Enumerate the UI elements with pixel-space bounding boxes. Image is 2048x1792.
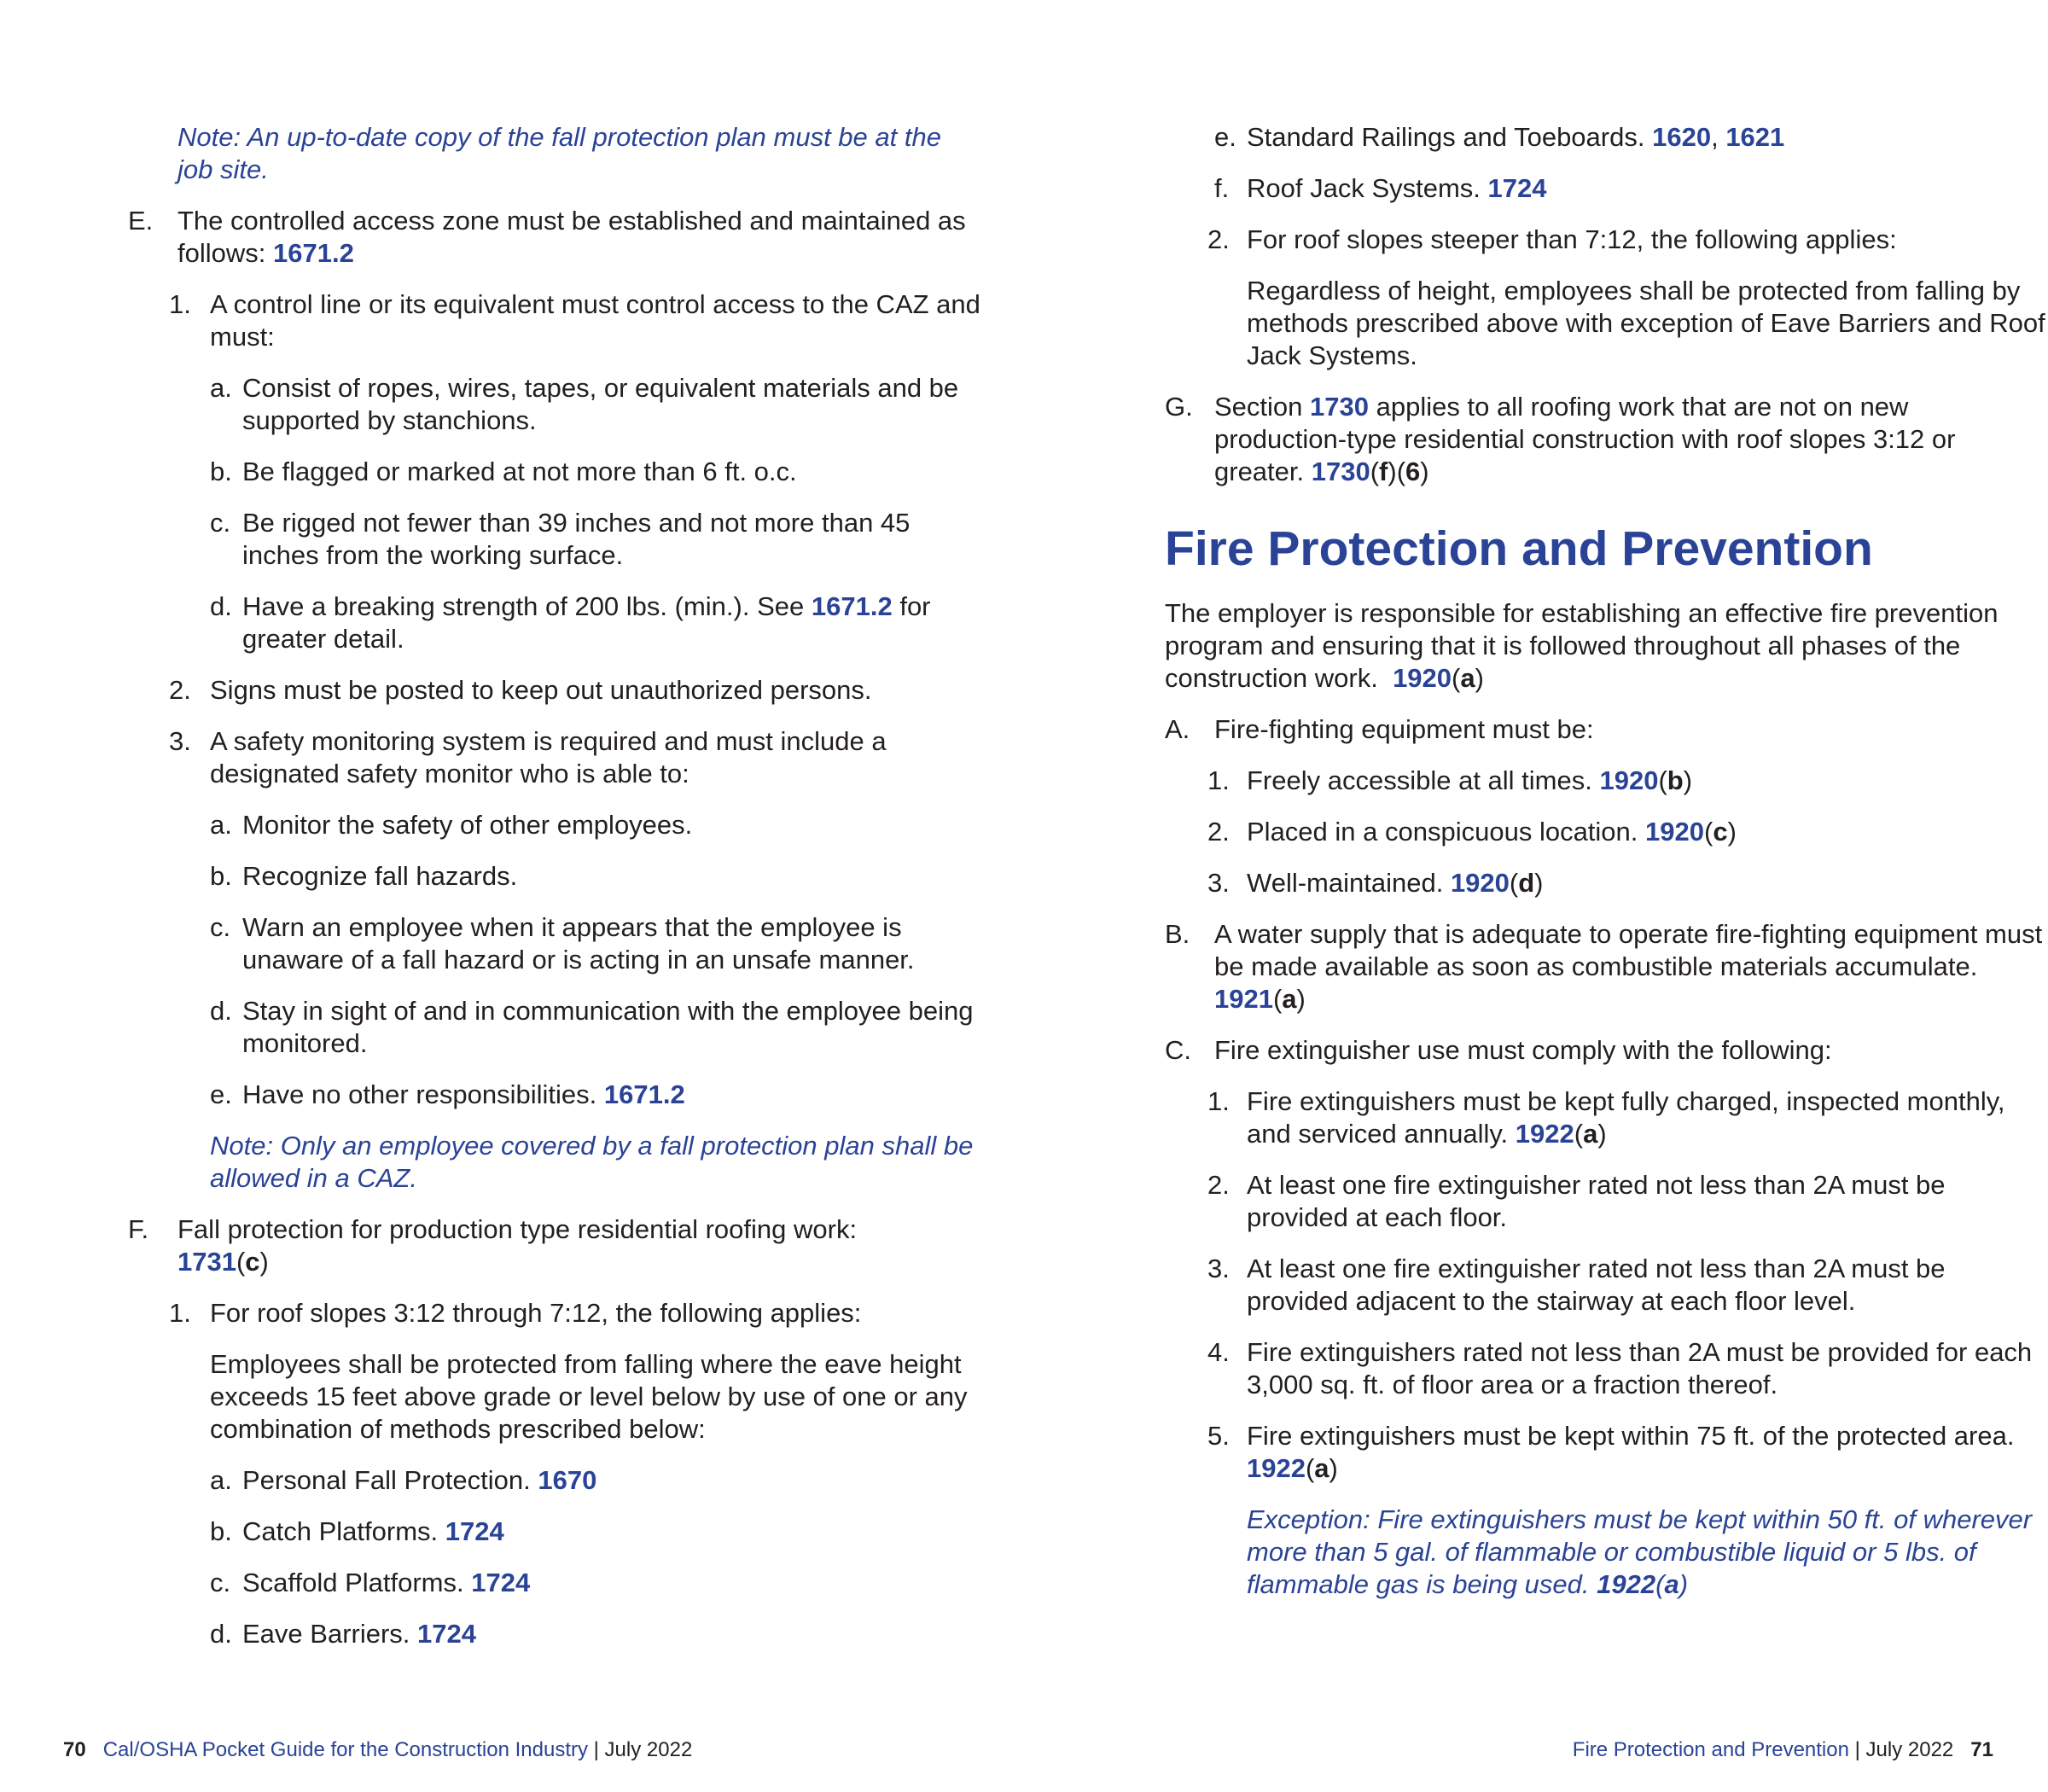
footer-date: | July 2022 (1848, 1738, 1954, 1761)
ref-link: 1671.2 (273, 238, 354, 268)
item-A2: 2. Placed in a conspicuous location. 1920(c) (1207, 817, 1737, 847)
ref-link: 1730 (1311, 457, 1370, 486)
ref-link: 1670 (538, 1465, 597, 1495)
section-heading: Fire Protection and Prevention (1165, 521, 1873, 576)
item-B: B. A water supply that is adequate to operate fire-fighting equipment must be made available as soon as combustible materials accumulate. 1921(a) (1165, 919, 2043, 1014)
ref-link: 1620 (1652, 122, 1712, 152)
item-E1a: a. Consist of ropes, wires, tapes, or equivalent materials and be supported by stanchions. (210, 373, 959, 435)
ref-link: 1730 (1310, 392, 1369, 422)
footer-right (1573, 1737, 1993, 1763)
item-C1: 1. Fire extinguishers must be kept fully charged, inspected monthly, and serviced annually. 1922(a) (1207, 1086, 2005, 1149)
item-F1b: b. Catch Platforms. 1724 (210, 1516, 504, 1546)
left-column (128, 121, 981, 1669)
item-E: E. The controlled access zone must be established and maintained as follows: 1671.2 (128, 206, 966, 268)
ref-link: 1671.2 (811, 591, 893, 621)
item-E1: 1. A control line or its equivalent must control access to the CAZ and must: (169, 289, 980, 352)
item-C: C. Fire extinguisher use must comply with the following: (1165, 1035, 1832, 1065)
item-F2: 2. For roof slopes steeper than 7:12, the following applies: (1207, 224, 1897, 254)
ref-link: 1922 (1597, 1569, 1656, 1599)
item-A3: 3. Well-maintained. 1920(d) (1207, 868, 1544, 898)
ref-link: 1922 (1247, 1453, 1306, 1483)
item-C5: 5. Fire extinguishers must be kept within 75 ft. of the protected area. 1922(a) (1207, 1421, 2015, 1483)
item-G: G. Section 1730 applies to all roofing work that are not on new production-type residential construction with roof slopes 3:12 or greater. 1730(f)(6) (1165, 392, 1956, 486)
para-F2: Regardless of height, employees shall be protected from falling by methods prescribed above with exception of Eave Barriers and Roof Jack Systems. (1247, 276, 2045, 370)
ref-link: 1920 (1393, 663, 1452, 693)
ref-link: 1724 (471, 1568, 531, 1597)
item-E1b: b. Be flagged or marked at not more than 6 ft. o.c. (210, 457, 797, 486)
item-E3e: e. Have no other responsibilities. 1671.2 (210, 1079, 685, 1109)
item-A1: 1. Freely accessible at all times. 1920(b) (1207, 765, 1693, 795)
item-F: F. Fall protection for production type residential roofing work: 1731(c) (128, 1214, 858, 1277)
item-E3b: b. Recognize fall hazards. (210, 861, 518, 891)
item-F1d: d. Eave Barriers. 1724 (210, 1619, 476, 1649)
item-E3c: c. Warn an employee when it appears that the employee is unaware of a fall hazard or is acting in an unsafe manner. (210, 912, 915, 975)
item-F1e: e. Standard Railings and Toeboards. 1620, 1621 (1214, 122, 1785, 152)
right-column (1165, 121, 2048, 1620)
ref-link: 1724 (1487, 173, 1547, 203)
item-F1: 1. For roof slopes 3:12 through 7:12, the following applies: (169, 1298, 862, 1328)
item-E3d: d. Stay in sight of and in communication with the employee being monitored. (210, 996, 974, 1058)
note-caz: Note: Only an employee covered by a fall protection plan shall be allowed in a CAZ. (210, 1131, 974, 1193)
item-F1a: a. Personal Fall Protection. 1670 (210, 1465, 597, 1495)
intro-paragraph: The employer is responsible for establishing an effective fire prevention program and ensuring that it is followed throughout all phases of the construction work. 1920(a) (1165, 598, 1999, 693)
footer-title: Cal/OSHA Pocket Guide for the Construction Industry (102, 1738, 588, 1761)
footer-left (63, 1737, 692, 1763)
item-E1d: d. Have a breaking strength of 200 lbs. (min.). See 1671.2 for greater detail. (210, 591, 931, 654)
item-F1c: c. Scaffold Platforms. 1724 (210, 1568, 531, 1597)
item-E3a: a. Monitor the safety of other employees. (210, 810, 693, 840)
ref-link: 1621 (1725, 122, 1785, 152)
footer-title: Fire Protection and Prevention (1572, 1738, 1849, 1761)
item-C2: 2. At least one fire extinguisher rated not less than 2A must be provided at each floor. (1207, 1170, 1946, 1232)
item-E2: 2. Signs must be posted to keep out unauthorized persons. (169, 675, 872, 705)
page-number: 71 (1970, 1738, 1993, 1761)
page-number: 70 (63, 1738, 86, 1761)
item-E1c: c. Be rigged not fewer than 39 inches and not more than 45 inches from the working surface. (210, 508, 911, 570)
item-C3: 3. At least one fire extinguisher rated not less than 2A must be provided adjacent to the stairway at each floor level. (1207, 1254, 1946, 1316)
note-fall-plan: Note: An up-to-date copy of the fall protection plan must be at the job site. (177, 122, 941, 184)
ref-link: 1920 (1450, 868, 1510, 898)
para-F1: Employees shall be protected from falling where the eave height exceeds 15 feet above grade or level below by use of one or any combination of methods prescribed below: (210, 1349, 968, 1444)
ref-link: 1724 (417, 1619, 476, 1649)
ref-link: 1921 (1214, 984, 1273, 1014)
item-C4: 4. Fire extinguishers rated not less than 2A must be provided for each 3,000 sq. ft. of floor area or a fraction thereof. (1207, 1337, 2033, 1399)
ref-link: 1671.2 (603, 1079, 685, 1109)
exception-note: Exception: Fire extinguishers must be kept within 50 ft. of wherever more than 5 gal. of flammable or combustible liquid or 5 lbs. of flammable gas is being used. 1922(a) (1247, 1504, 2033, 1599)
item-E3: 3. A safety monitoring system is required and must include a designated safety monitor who is able to: (169, 726, 887, 788)
ref-link: 1922 (1515, 1119, 1574, 1149)
ref-link: 1724 (445, 1516, 504, 1546)
item-F1f: f. Roof Jack Systems. 1724 (1214, 173, 1547, 203)
ref-link: 1920 (1645, 817, 1704, 847)
ref-link: 1731 (177, 1247, 236, 1277)
footer-date: | July 2022 (587, 1738, 693, 1761)
right-page (1024, 0, 2048, 1792)
ref-link: 1920 (1599, 765, 1659, 795)
item-A: A. Fire-fighting equipment must be: (1165, 714, 1594, 744)
